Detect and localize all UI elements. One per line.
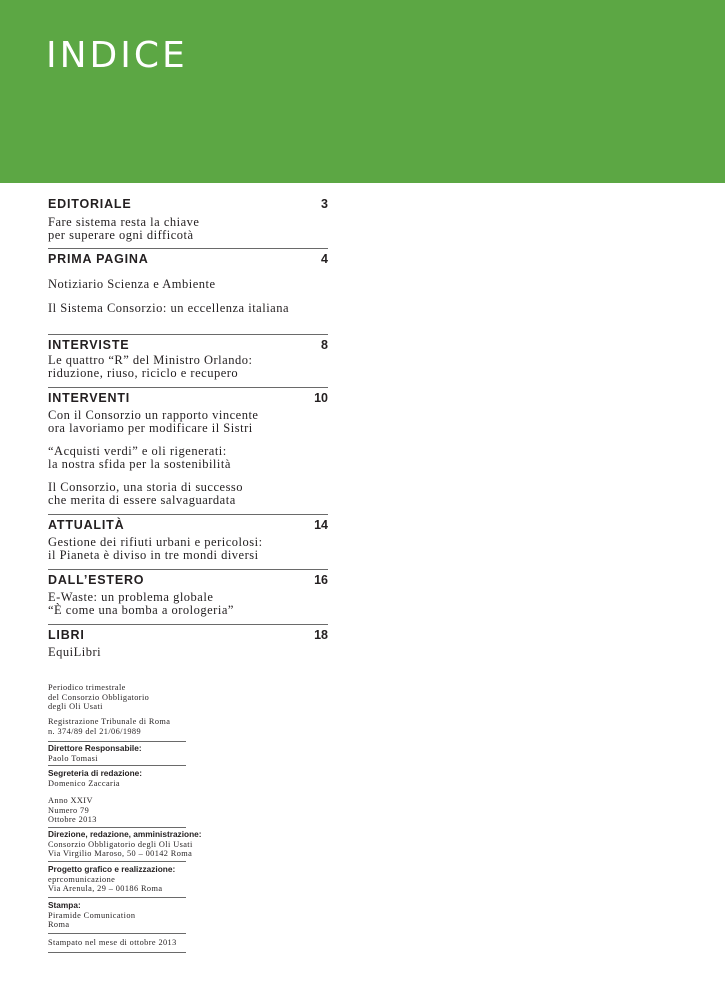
- page-title: INDICE: [46, 35, 188, 76]
- toc-entry: EquiLibri: [48, 645, 102, 659]
- toc-page-number: 14: [314, 518, 328, 532]
- toc-section-header: [48, 334, 328, 352]
- colophon-intro: Periodico trimestrale del Consorzio Obbligatorio degli Oli Usati: [48, 683, 150, 712]
- colophon-issue: Anno XXIV Numero 79 Ottobre 2013: [48, 796, 97, 825]
- toc-section-header: [48, 248, 328, 266]
- toc-entry: Il Consorzio, una storia di successo che merita di essere salvaguardata: [48, 480, 244, 507]
- colophon-director: Direttore Responsabile: Paolo Tomasi: [48, 744, 186, 763]
- toc-section-header: [48, 514, 328, 532]
- toc-entry: E-Waste: un problema globale “È come una bomba a orologeria”: [48, 590, 234, 617]
- toc-section-title: LIBRI: [48, 628, 85, 642]
- toc-section-header: [48, 569, 328, 587]
- colophon-label: Segreteria di redazione:: [48, 768, 143, 778]
- colophon-printed: Stampato nel mese di ottobre 2013: [48, 938, 177, 947]
- toc-page-number: 3: [321, 197, 328, 211]
- divider: [48, 897, 186, 898]
- colophon-secretary: Segreteria di redazione: Domenico Zaccaria: [48, 769, 186, 788]
- toc-section-title: INTERVISTE: [48, 338, 130, 352]
- colophon-administration: Direzione, redazione, amministrazione: Consorzio Obbligatorio degli Oli Usati Via Virgilio Maroso, 50 – 00142 Roma: [48, 829, 202, 859]
- toc-section-title: ATTUALITÀ: [48, 518, 125, 532]
- toc-entry: Con il Consorzio un rapporto vincente ora lavoriamo per modificare il Sistri: [48, 408, 259, 435]
- toc-entry: Fare sistema resta la chiave per superare ogni difficotà: [48, 215, 200, 242]
- colophon-label: Direzione, redazione, amministrazione:: [48, 829, 202, 839]
- toc-section-title: DALL’ESTERO: [48, 573, 145, 587]
- colophon-label: Direttore Responsabile:: [48, 743, 142, 753]
- toc-section-editoriale: [48, 196, 328, 241]
- colophon-print: Stampa: Piramide Comunication Roma: [48, 901, 186, 930]
- toc-entry: Gestione dei rifiuti urbani e pericolosi: il Pianeta è diviso in tre mondi diversi: [48, 535, 263, 562]
- colophon-design: Progetto grafico e realizzazione: eprcomunicazione Via Arenula, 29 – 00186 Roma: [48, 865, 186, 894]
- toc-page-number: 18: [314, 628, 328, 642]
- toc-page-number: 4: [321, 252, 328, 266]
- colophon-label: Stampa:: [48, 900, 81, 910]
- toc-section-interviste: [48, 334, 328, 379]
- toc-section-title: PRIMA PAGINA: [48, 252, 149, 266]
- toc-section-interventi: [48, 387, 328, 506]
- toc-page-number: 8: [321, 338, 328, 352]
- toc-section-libri: [48, 624, 328, 659]
- divider: [48, 827, 186, 828]
- divider: [48, 861, 186, 862]
- toc-section-title: INTERVENTI: [48, 391, 131, 405]
- divider: [48, 952, 186, 953]
- toc-entry: Notiziario Scienza e Ambiente: [48, 277, 216, 291]
- toc-entry: Le quattro “R” del Ministro Orlando: riduzione, riuso, riciclo e recupero: [48, 353, 253, 380]
- colophon-registration: Registrazione Tribunale di Roma n. 374/89 del 21/06/1989: [48, 717, 171, 736]
- header-banner: [0, 0, 725, 183]
- divider: [48, 765, 186, 766]
- divider: [48, 741, 186, 742]
- toc-section-attualita: [48, 514, 328, 561]
- toc-entry: Il Sistema Consorzio: un eccellenza italiana: [48, 300, 290, 315]
- divider: [48, 933, 186, 934]
- toc-entry: “Acquisti verdi” e oli rigenerati: la nostra sfida per la sostenibilità: [48, 444, 231, 471]
- toc-section-prima-pagina: [48, 248, 328, 314]
- colophon-label: Progetto grafico e realizzazione:: [48, 864, 176, 874]
- toc-section-title: EDITORIALE: [48, 197, 132, 211]
- toc-section-header: [48, 196, 328, 213]
- toc-page-number: 16: [314, 573, 328, 587]
- toc-page-number: 10: [314, 391, 328, 405]
- toc-section-dallestero: [48, 569, 328, 616]
- toc-section-header: [48, 387, 328, 405]
- toc-section-header: [48, 624, 328, 642]
